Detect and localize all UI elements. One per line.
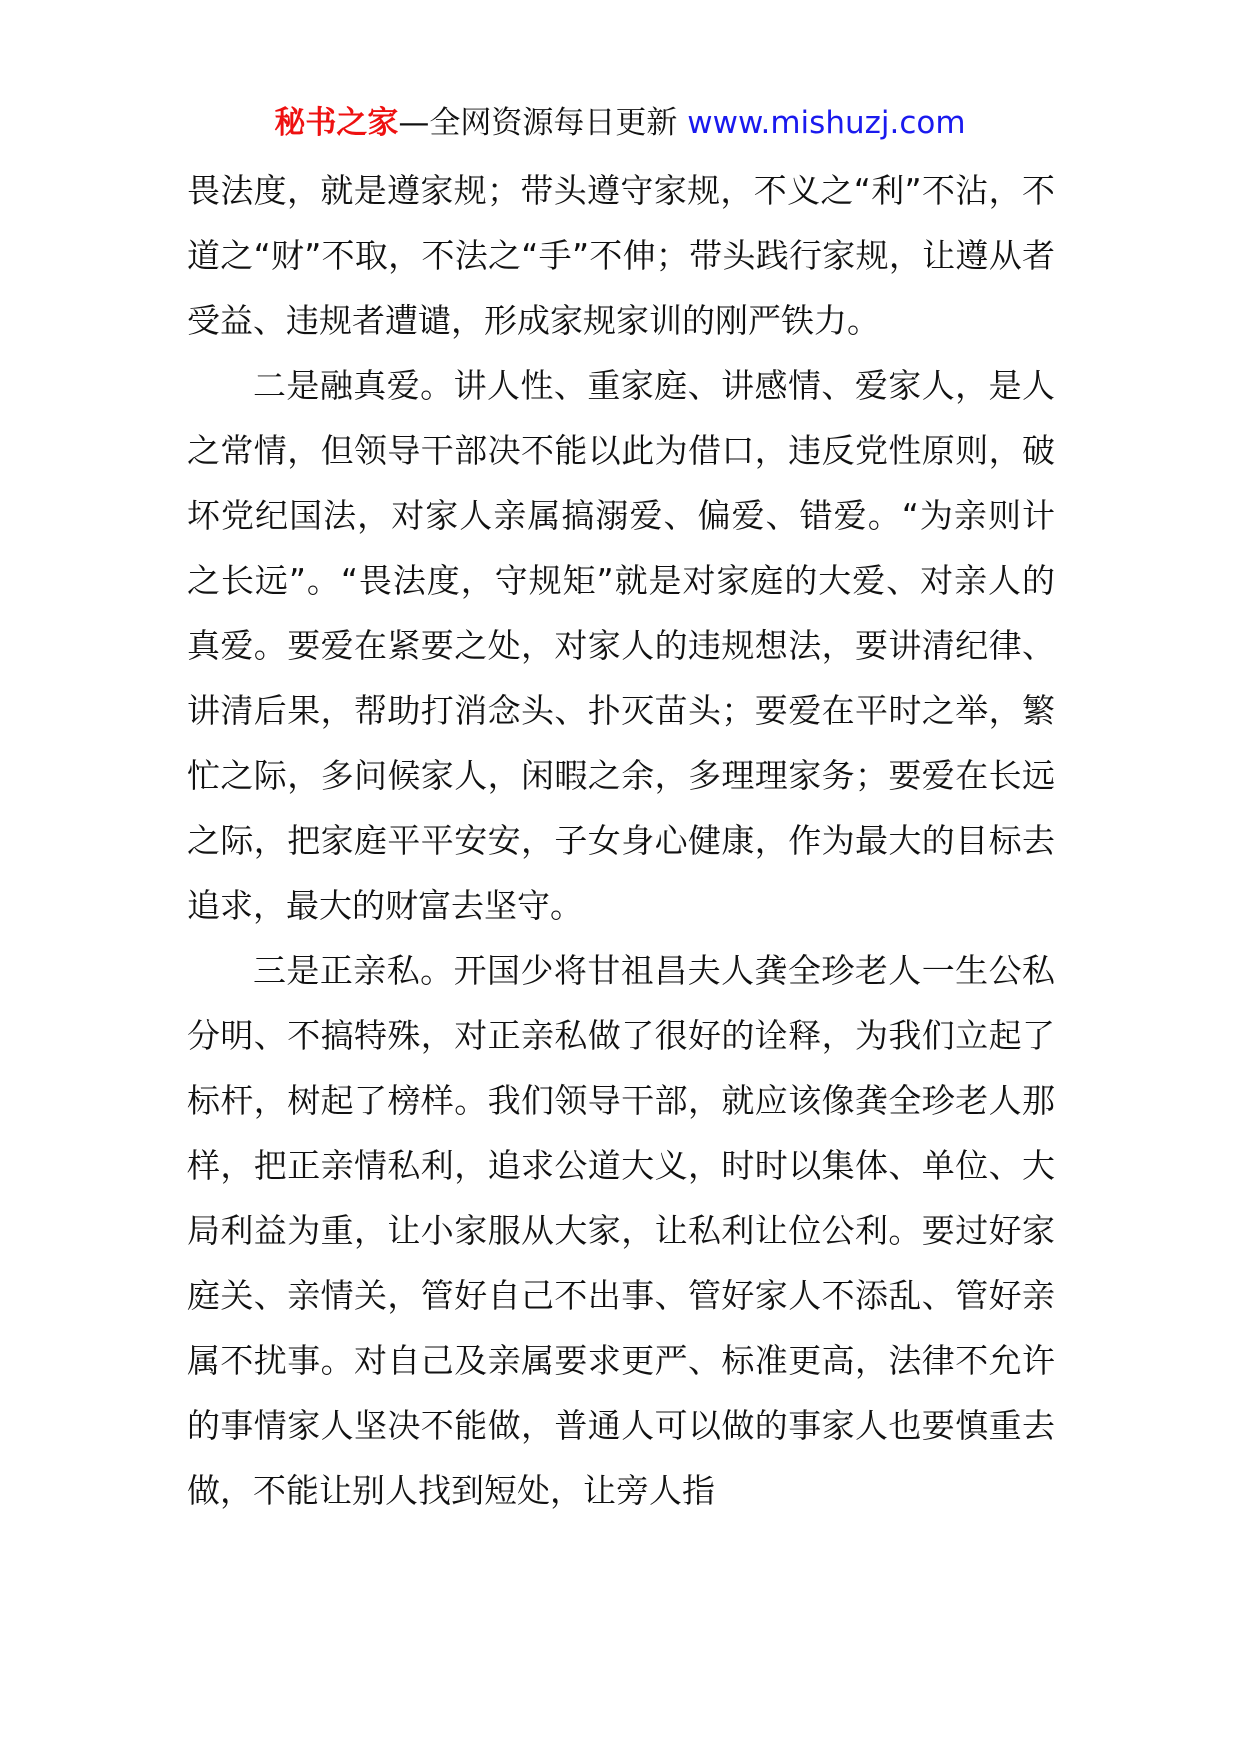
site-tagline: —全网资源每日更新: [398, 105, 688, 141]
document-body: [187, 158, 1055, 1523]
site-brand: 秘书之家: [274, 105, 399, 141]
page-header: [0, 101, 1240, 145]
site-url-link[interactable]: www.mishuzj.com: [687, 105, 966, 141]
paragraph-continuation: 畏法度，就是遵家规；带头遵守家规，不义之“利”不沾，不道之“财”不取，不法之“手”不伸；带头践行家规，让遵从者受益、违规者遭谴，形成家规家训的刚严铁力。: [187, 171, 1055, 340]
paragraph-zheng-qin-si: 三是正亲私。开国少将甘祖昌夫人龚全珍老人一生公私分明、不搞特殊，对正亲私做了很好的诠释，为我们立起了标杆，树起了榜样。我们领导干部，就应该像龚全珍老人那样，把正亲情私利，追求公道大义，时时以集体、单位、大局利益为重，让小家服从大家，让私利让位公利。要过好家庭关、亲情关，管好自己不出事、管好家人不添乱、管好亲属不扰事。对自己及亲属要求更严、标准更高，法律不允许的事情家人坚决不能做，普通人可以做的事家人也要慎重去做，不能让别人找到短处，让旁人指: [187, 951, 1055, 1510]
paragraph-rong-zhen-ai: 二是融真爱。讲人性、重家庭、讲感情、爱家人，是人之常情，但领导干部决不能以此为借口，违反党性原则，破坏党纪国法，对家人亲属搞溺爱、偏爱、错爱。“为亲则计之长远”。“畏法度，守规矩”就是对家庭的大爱、对亲人的真爱。要爱在紧要之处，对家人的违规想法，要讲清纪律、讲清后果，帮助打消念头、扑灭苗头；要爱在平时之举，繁忙之际，多问候家人，闲暇之余，多理理家务；要爱在长远之际，把家庭平平安安，子女身心健康，作为最大的目标去追求，最大的财富去坚守。: [187, 366, 1055, 925]
